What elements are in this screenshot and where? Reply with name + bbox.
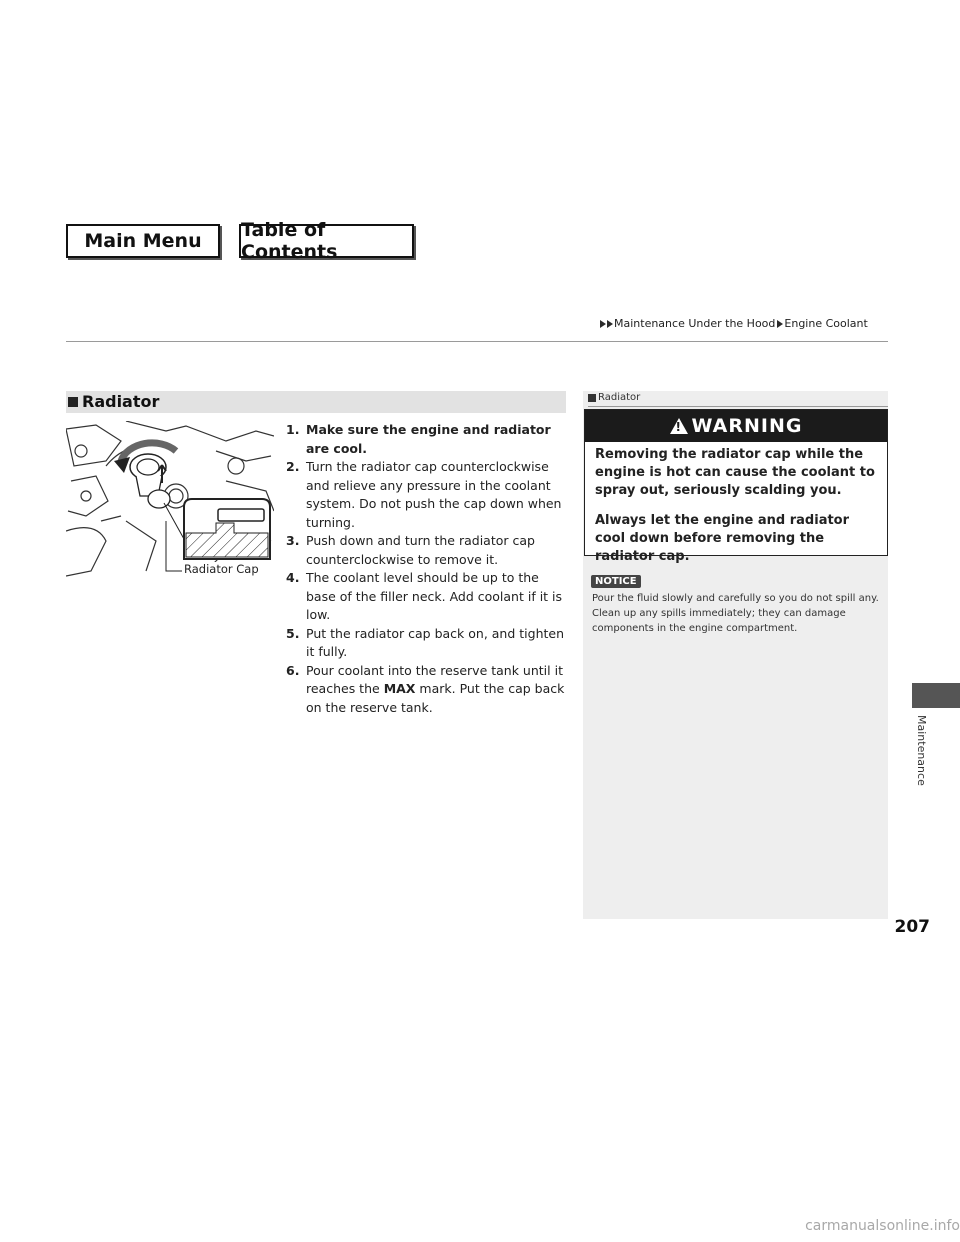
step-item: [286, 532, 566, 569]
step-number: 4.: [286, 570, 300, 585]
breadcrumb-link-maintenance-under-hood[interactable]: Maintenance Under the Hood: [614, 317, 776, 330]
warning-triangle-icon: [670, 418, 688, 434]
step-number: 2.: [286, 459, 300, 474]
warning-paragraph: Always let the engine and radiator cool down before removing the radiator cap.: [595, 513, 850, 564]
main-menu-button[interactable]: Main Menu: [66, 224, 220, 258]
warning-paragraph: Removing the radiator cap while the engine is hot can cause the coolant to spray out, seriously scalding you.: [595, 447, 875, 498]
step-number: 6.: [286, 662, 300, 678]
reference-square-icon: [588, 394, 596, 402]
breadcrumb-link-engine-coolant[interactable]: Engine Coolant: [784, 317, 868, 330]
breadcrumb-arrow-icon: [777, 320, 783, 328]
step-item: [286, 662, 566, 718]
chapter-tab-label: [912, 715, 934, 790]
step-number: 1.: [286, 422, 300, 437]
breadcrumb-arrow-icon: [607, 320, 613, 328]
sidebar-heading-text: Radiator: [598, 392, 641, 403]
chapter-tab-marker[interactable]: [912, 683, 960, 708]
notice-badge: NOTICE: [591, 575, 641, 588]
engine-bay-drawing: [66, 421, 274, 578]
table-of-contents-button[interactable]: Table of Contents: [239, 224, 414, 258]
step-text: Put the radiator cap back on, and tighten it fully.: [306, 625, 565, 659]
warning-title: WARNING: [691, 415, 803, 437]
figure-caption: Radiator Cap: [184, 562, 259, 576]
max-mark-label: MAX: [383, 681, 416, 696]
warning-header: [585, 410, 887, 442]
step-number: 3.: [286, 533, 300, 548]
step-text: [306, 662, 566, 718]
step-text: Turn the radiator cap counterclockwise and relieve any pressure in the coolant system. Do not push the cap down when turning.: [306, 459, 562, 530]
section-heading: [66, 391, 566, 413]
step-item: [286, 458, 566, 532]
procedure-steps: [286, 421, 566, 717]
step-text: Push down and turn the radiator cap counterclockwise to remove it.: [306, 533, 535, 567]
header-divider: [66, 341, 888, 342]
step-text: Make sure the engine and radiator are cool.: [306, 422, 551, 456]
notice-text: Pour the fluid slowly and carefully so you do not spill any. Clean up any spills immediately; they can damage components in the engine compartment.: [592, 593, 879, 634]
section-square-icon: [68, 397, 78, 407]
step-text-part: Pour coolant into the reserve tank until it reaches the: [306, 662, 563, 696]
step-item: [286, 569, 566, 625]
step-item: [286, 421, 566, 458]
step-item: [286, 625, 566, 662]
step-number: 5.: [286, 625, 300, 641]
page-number: 207: [894, 917, 930, 937]
breadcrumb-arrow-icon: [600, 320, 606, 328]
warning-body: [585, 442, 887, 566]
step-text-part: mark. Put the cap back on the reserve tank.: [306, 681, 565, 715]
sidebar-divider: [588, 406, 888, 407]
sidebar-heading: [588, 392, 640, 403]
warning-box: [584, 409, 888, 564]
section-title: Radiator: [82, 392, 160, 411]
step-text: The coolant level should be up to the base of the filler neck. Add coolant if it is low.: [306, 570, 563, 622]
watermark: carmanualsonline.info: [805, 1218, 960, 1234]
breadcrumb: [600, 317, 890, 330]
chapter-tab-text: Maintenance: [915, 715, 928, 786]
radiator-cap-illustration: [66, 421, 274, 578]
